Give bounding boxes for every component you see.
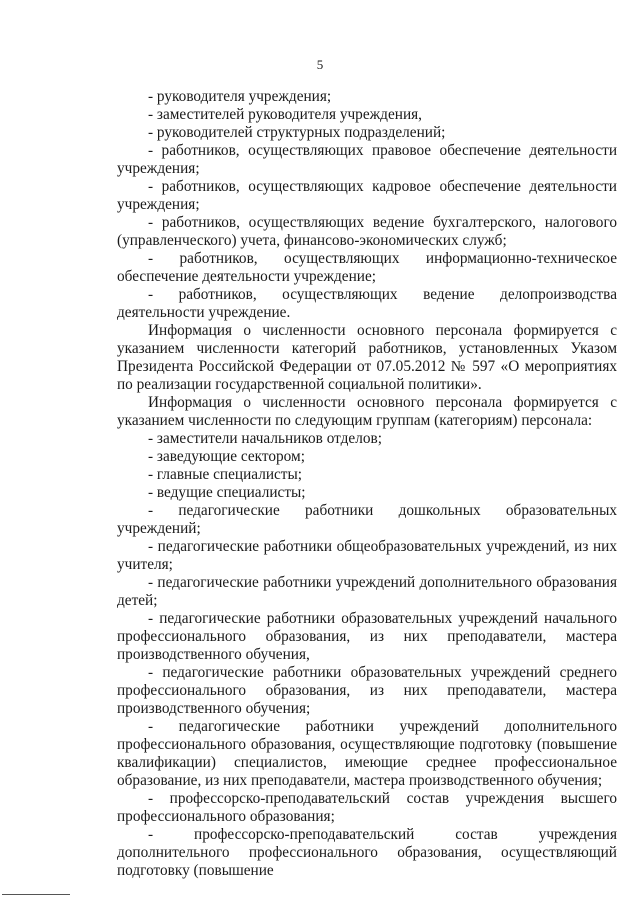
- page-number: 5: [316, 57, 324, 72]
- paragraph: - ведущие специалисты;: [148, 484, 306, 501]
- paragraph: - педагогические работники дошкольных образовательных учреждений;: [117, 502, 617, 537]
- paragraph: - профессорско-преподавательский состав учреждения высшего профессионального образования;: [117, 790, 617, 825]
- paragraph: - руководителей структурных подразделений;: [148, 124, 446, 141]
- paragraph: - педагогические работники учреждений дополнительного профессионального образования, осуществляющие подготовку (повышение квалификации) специалистов, имеющие среднее профессиональное образование, из них преподаватели, мастера производственного обучения;: [117, 718, 617, 789]
- paragraph: - заместителей руководителя учреждения,: [148, 106, 422, 123]
- paragraph: - педагогические работники учреждений дополнительного образования детей;: [117, 574, 617, 609]
- paragraph: - руководителя учреждения;: [148, 88, 332, 105]
- paragraph: Информация о численности основного персонала формируется с указанием численности по следующим группам (категориям) персонала:: [117, 394, 617, 429]
- paragraph: - работников, осуществляющих правовое обеспечение деятельности учреждения;: [117, 142, 617, 177]
- paragraph: - работников, осуществляющих кадровое обеспечение деятельности учреждения;: [117, 178, 617, 213]
- paragraph: - работников, осуществляющих ведение бухгалтерского, налогового (управленческого) учета, финансово-экономических служб;: [117, 214, 617, 249]
- paragraph: - педагогические работники образовательных учреждений начального профессионального образования, из них преподаватели, мастера производственного обучения,: [117, 610, 617, 663]
- paragraph: Информация о численности основного персонала формируется с указанием численности категорий работников, установленных Указом Президента Российской Федерации от 07.05.2012 № 597 «О мероприятиях по реализации государственной социальной политики».: [117, 322, 617, 393]
- footer-rule: [2, 894, 70, 895]
- paragraph: - педагогические работники общеобразовательных учреждений, из них учителя;: [117, 538, 617, 573]
- paragraph: - заведующие сектором;: [148, 448, 305, 465]
- paragraph: - профессорско-преподавательский состав учреждения дополнительного профессионального образования, осуществляющий подготовку (повышение: [117, 826, 617, 879]
- document-body: [117, 88, 617, 880]
- paragraph: - работников, осуществляющих информационно-техническое обеспечение деятельности учреждение;: [117, 250, 617, 285]
- paragraph: - главные специалисты;: [148, 466, 303, 483]
- paragraph: - работников, осуществляющих ведение делопроизводства деятельности учреждение.: [117, 286, 617, 321]
- paragraph: - педагогические работники образовательных учреждений среднего профессионального образования, из них преподаватели, мастера производственного обучения;: [117, 664, 617, 717]
- paragraph: - заместители начальников отделов;: [148, 430, 382, 447]
